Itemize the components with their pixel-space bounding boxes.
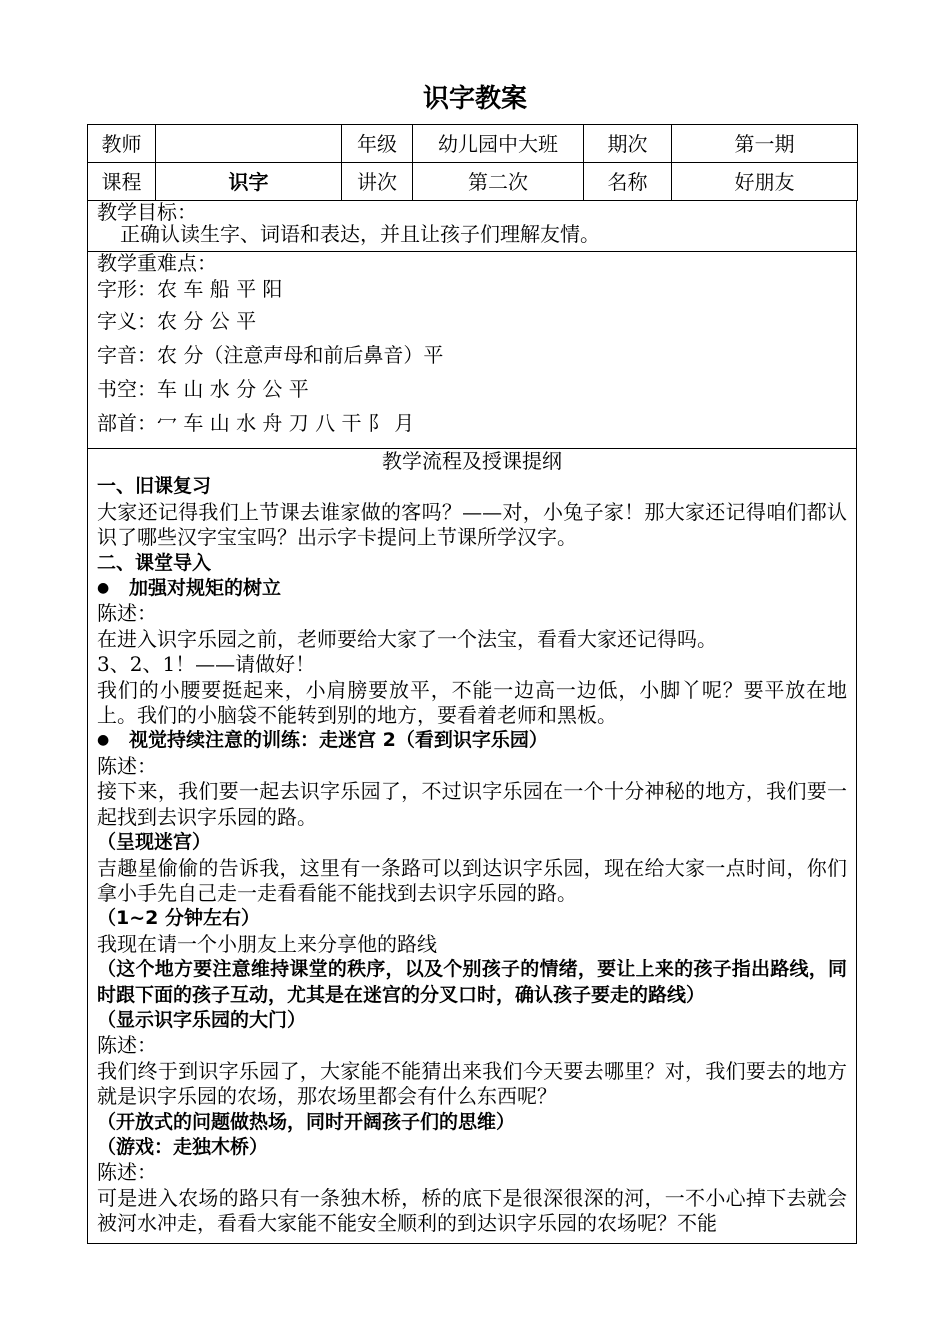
flow-line: 3、2、1！——请做好！ — [97, 652, 316, 677]
flow-line: ● 加强对规矩的树立 — [97, 576, 847, 601]
course-value: 识字 — [156, 163, 342, 201]
key-points-label: 教学重难点： — [97, 251, 217, 275]
header-row-1 — [88, 125, 858, 163]
header-table — [87, 124, 858, 201]
flow-line: （呈现迷宫） — [97, 831, 212, 854]
teacher-label: 教师 — [88, 125, 156, 163]
key-point-item: 字音：农 分（注意声母和前后鼻音）平 — [97, 343, 444, 367]
key-point-item: 书空：车 山 水 分 公 平 — [97, 377, 309, 401]
flow-line: 吉趣星偷偷的告诉我，这里有一条路可以到达识字乐园，现在给大家一点时间，你们拿小手先自己走一走看看能不能找到去识字乐园的路。 — [97, 855, 847, 905]
flow-heading: 教学流程及授课提纲 — [382, 449, 562, 473]
flow-line: （游戏：走独木桥） — [97, 1135, 269, 1158]
key-points-section — [87, 252, 857, 449]
objectives-label: 教学目标： — [97, 200, 197, 224]
flow-line: （1~2 分钟左右） — [97, 907, 260, 930]
flow-line: 陈述： — [97, 1160, 157, 1185]
issue-label: 期次 — [584, 125, 672, 163]
flow-line: 二、课堂导入 — [97, 551, 212, 574]
flow-line: （这个地方要注意维持课堂的秩序，以及个别孩子的情绪，要让上来的孩子指出路线，同时跟下面的孩子互动，尤其是在迷宫的分叉口时，确认孩子要走的路线） — [97, 958, 847, 1006]
objectives-section — [87, 201, 857, 252]
flow-line: 陈述： — [97, 1033, 157, 1058]
flow-line: （显示识字乐园的大门） — [97, 1008, 307, 1031]
flow-line: 在进入识字乐园之前，老师要给大家了一个法宝，看看大家还记得吗。 — [97, 626, 717, 651]
key-point-item: 部首：冖 车 山 水 舟 刀 八 干 阝 月 — [97, 411, 415, 435]
flow-line: 陈述： — [97, 601, 157, 626]
flow-line: 我现在请一个小朋友上来分享他的路线 — [97, 931, 437, 956]
lesson-value: 第二次 — [413, 163, 584, 201]
flow-line: 我们终于到识字乐园了，大家能不能猜出来我们今天要去哪里？对，我们要去的地方就是识字乐园的农场，那农场里都会有什么东西呢？ — [97, 1058, 847, 1109]
grade-label: 年级 — [342, 125, 413, 163]
teaching-flow-section — [87, 449, 857, 1244]
teaching-flow — [88, 449, 856, 1237]
flow-line: ● 视觉持续注意的训练：走迷宫 2（看到识字乐园） — [97, 728, 847, 753]
flow-line: 可是进入农场的路只有一条独木桥，桥的底下是很深很深的河，一不小心掉下去就会被河水冲走，看看大家能不能安全顺利的到达识字乐园的农场呢？不能 — [97, 1185, 847, 1236]
flow-line: 接下来，我们要一起去识字乐园了，不过识字乐园在一个十分神秘的地方，我们要一起找到去识字乐园的路。 — [97, 779, 847, 829]
flow-line: （开放式的问题做热场，同时开阔孩子们的思维） — [97, 1110, 516, 1133]
flow-line: 大家还记得我们上节课去谁家做的客吗？——对，小兔子家！那大家还记得咱们都认识了哪些汉字宝宝吗？出示字卡提问上节课所学汉字。 — [97, 499, 847, 550]
flow-line: 一、旧课复习 — [97, 475, 212, 498]
header-row-2 — [88, 163, 858, 201]
document-title: 识字教案 — [422, 84, 527, 114]
flow-line: 陈述： — [97, 753, 157, 778]
issue-value: 第一期 — [672, 125, 858, 163]
grade-value: 幼儿园中大班 — [413, 125, 584, 163]
key-point-item: 字形：农 车 船 平 阳 — [97, 277, 283, 301]
name-label: 名称 — [584, 163, 672, 201]
flow-line: 我们的小腰要挺起来，小肩膀要放平，不能一边高一边低，小脚丫呢？要平放在地上。我们的小脑袋不能转到别的地方，要看着老师和黑板。 — [97, 677, 847, 728]
course-label: 课程 — [88, 163, 156, 201]
lesson-label: 讲次 — [342, 163, 413, 201]
name-value: 好朋友 — [672, 163, 858, 201]
key-point-item: 字义：农 分 公 平 — [97, 309, 257, 333]
objectives-text: 正确认读生字、词语和表达，并且让孩子们理解友情。 — [120, 222, 600, 246]
teacher-value — [156, 125, 342, 163]
